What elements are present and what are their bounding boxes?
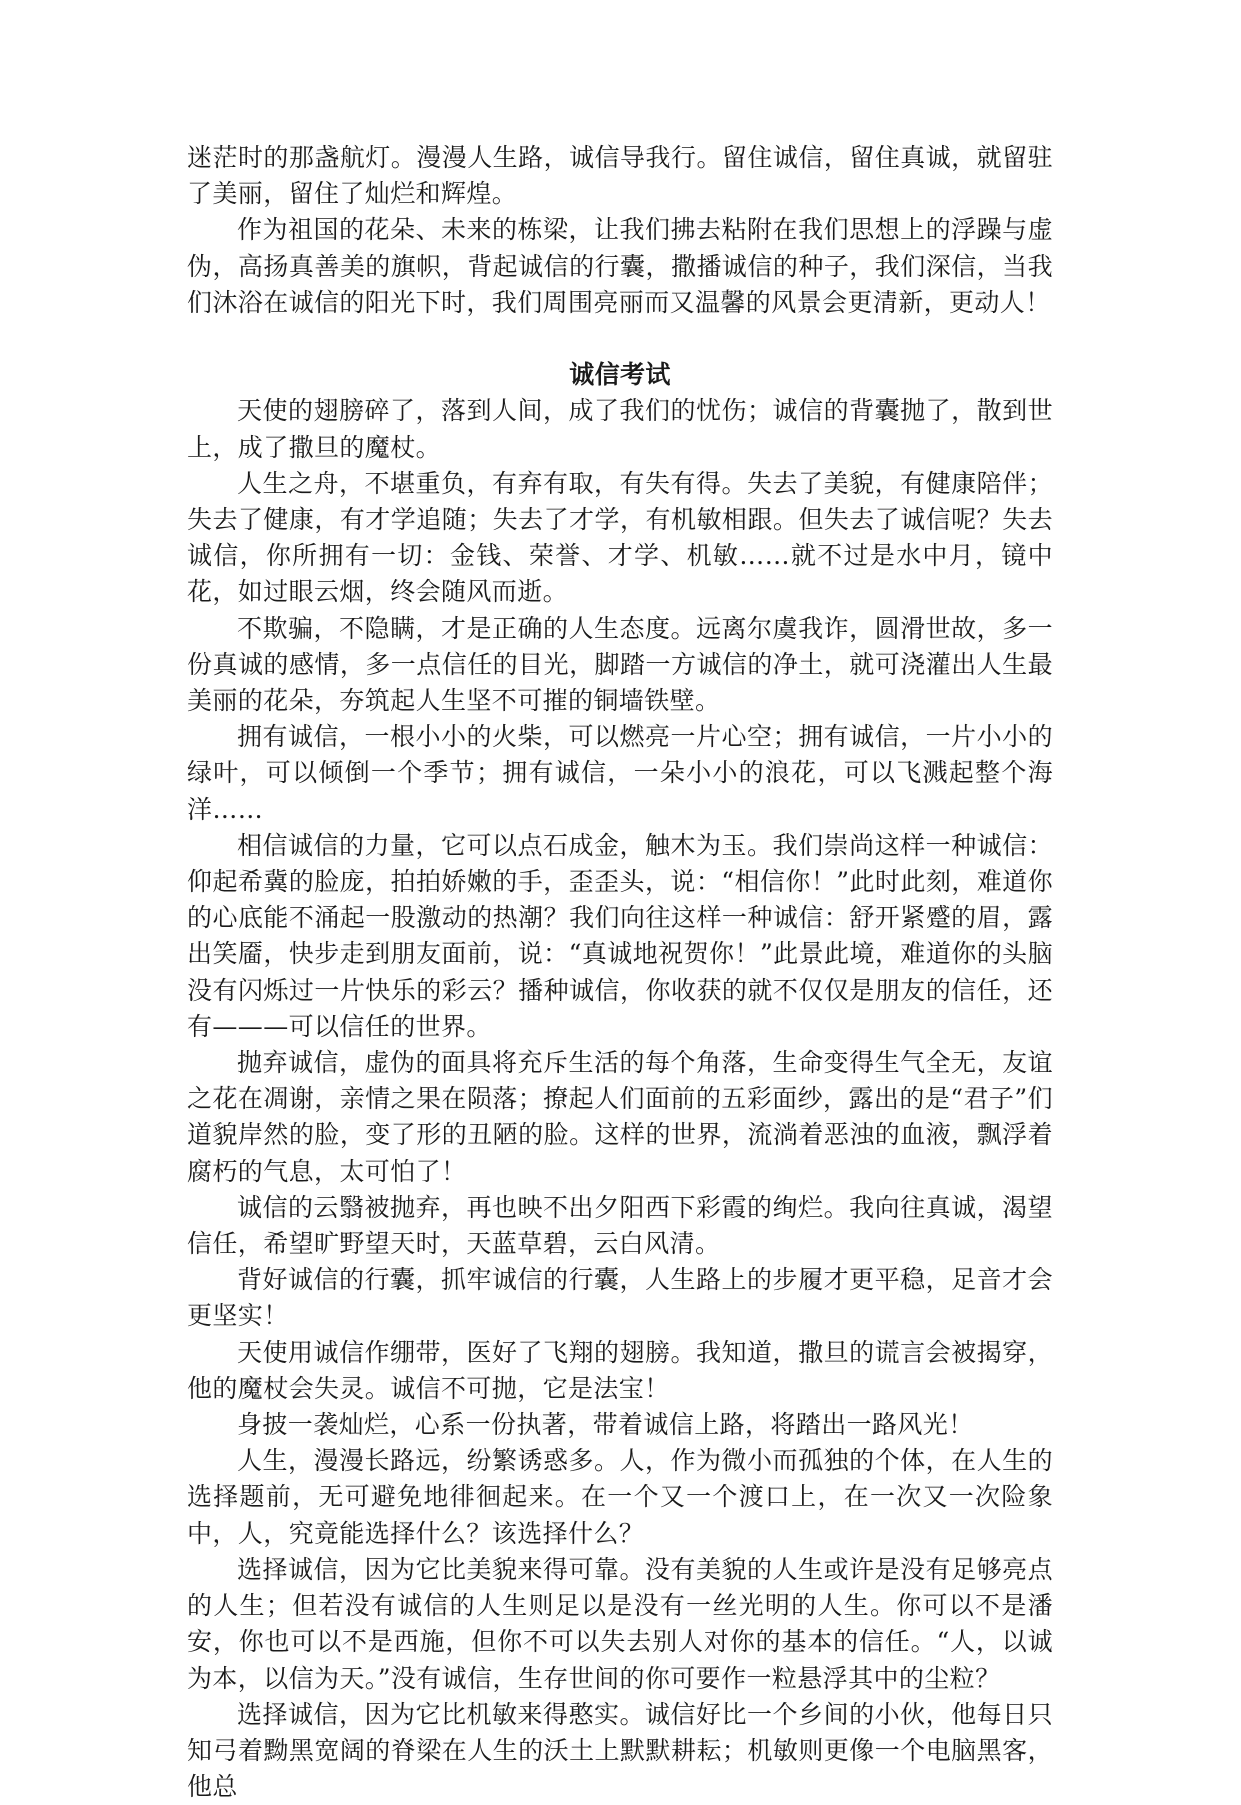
essay-title: 诚信考试 [569,360,671,390]
section-gap [187,321,1053,357]
essay-paragraph-13: 选择诚信，因为它比机敏来得憨实。诚信好比一个乡间的小伙，他每日只知弓着黝黑宽阔的脊梁在人生的沃土上默默耕耘；机敏则更像一个电脑黑客，他总 [187,1699,1053,1802]
essay-paragraph-7: 诚信的云翳被抛弃，再也映不出夕阳西下彩霞的绚烂。我向往真诚，渴望信任，希望旷野望天时，天蓝草碧，云白风清。 [187,1192,1053,1259]
essay-paragraph-1: 天使的翅膀碎了，落到人间，成了我们的忧伤；诚信的背囊抛了，散到世上，成了撒旦的魔杖。 [187,396,1053,462]
intro-paragraph-1: 迷茫时的那盏航灯。漫漫人生路，诚信导我行。留住诚信，留住真诚，就留驻了美丽，留住了灿烂和辉煌。 [187,143,1053,209]
essay-paragraph-4: 拥有诚信，一根小小的火柴，可以燃亮一片心空；拥有诚信，一片小小的绿叶，可以倾倒一个季节；拥有诚信，一朵小小的浪花，可以飞溅起整个海洋…… [187,722,1053,824]
document-page [187,140,1053,1805]
essay-paragraph-9: 天使用诚信作绷带，医好了飞翔的翅膀。我知道，撒旦的谎言会被揭穿，他的魔杖会失灵。诚信不可抛，它是法宝！ [187,1337,1053,1403]
essay-paragraph-11: 人生，漫漫长路远，纷繁诱惑多。人，作为微小而孤独的个体，在人生的选择题前，无可避免地徘徊起来。在一个又一个渡口上，在一次又一次险象中，人，究竟能选择什么？该选择什么？ [187,1446,1053,1548]
essay-paragraph-6: 抛弃诚信，虚伪的面具将充斥生活的每个角落，生命变得生气全无，友谊之花在凋谢，亲情之果在陨落；撩起人们面前的五彩面纱，露出的是“君子”们道貌岸然的脸，变了形的丑陋的脸。这样的世界，流淌着恶浊的血液，飘浮着腐朽的气息，太可怕了！ [187,1048,1053,1186]
essay-paragraph-8: 背好诚信的行囊，抓牢诚信的行囊，人生路上的步履才更平稳，足音才会更坚实！ [187,1265,1053,1331]
intro-paragraph-2: 作为祖国的花朵、未来的栋梁，让我们拂去粘附在我们思想上的浮躁与虚伪，高扬真善美的旗帜，背起诚信的行囊，撒播诚信的种子，我们深信，当我们沐浴在诚信的阳光下时，我们周围亮丽而又温馨的风景会更清新，更动人！ [187,215,1053,317]
essay-paragraph-10: 身披一袭灿烂，心系一份执著，带着诚信上路，将踏出一路风光！ [237,1410,974,1440]
essay-paragraph-12: 选择诚信，因为它比美貌来得可靠。没有美貌的人生或许是没有足够亮点的人生；但若没有诚信的人生则足以是没有一丝光明的人生。你可以不是潘安，你也可以不是西施，但你不可以失去别人对你的基本的信任。“人，以诚为本，以信为天。”没有诚信，生存世间的你可要作一粒悬浮其中的尘粒？ [187,1554,1053,1693]
essay-paragraph-5: 相信诚信的力量，它可以点石成金，触木为玉。我们崇尚这样一种诚信：仰起希冀的脸庞，拍拍娇嫩的手，歪歪头，说：“相信你！”此时此刻，难道你的心底能不涌起一股激动的热潮？我们向往这样一种诚信：舒开紧蹙的眉，露出笑靥，快步走到朋友面前，说：“真诚地祝贺你！”此景此境，难道你的头脑没有闪烁过一片快乐的彩云？播种诚信，你收获的就不仅仅是朋友的信任，还有———可以信任的世界。 [187,830,1053,1041]
essay-paragraph-2: 人生之舟，不堪重负，有弃有取，有失有得。失去了美貌，有健康陪伴；失去了健康，有才学追随；失去了才学，有机敏相跟。但失去了诚信呢？失去诚信，你所拥有一切：金钱、荣誉、才学、机敏……就不过是水中月，镜中花，如过眼云烟，终会随风而逝。 [187,468,1053,607]
essay-paragraph-3: 不欺骗，不隐瞒，才是正确的人生态度。远离尔虞我诈，圆滑世故，多一份真诚的感情，多一点信任的目光，脚踏一方诚信的净土，就可浇灌出人生最美丽的花朵，夯筑起人生坚不可摧的铜墙铁壁。 [187,613,1053,716]
